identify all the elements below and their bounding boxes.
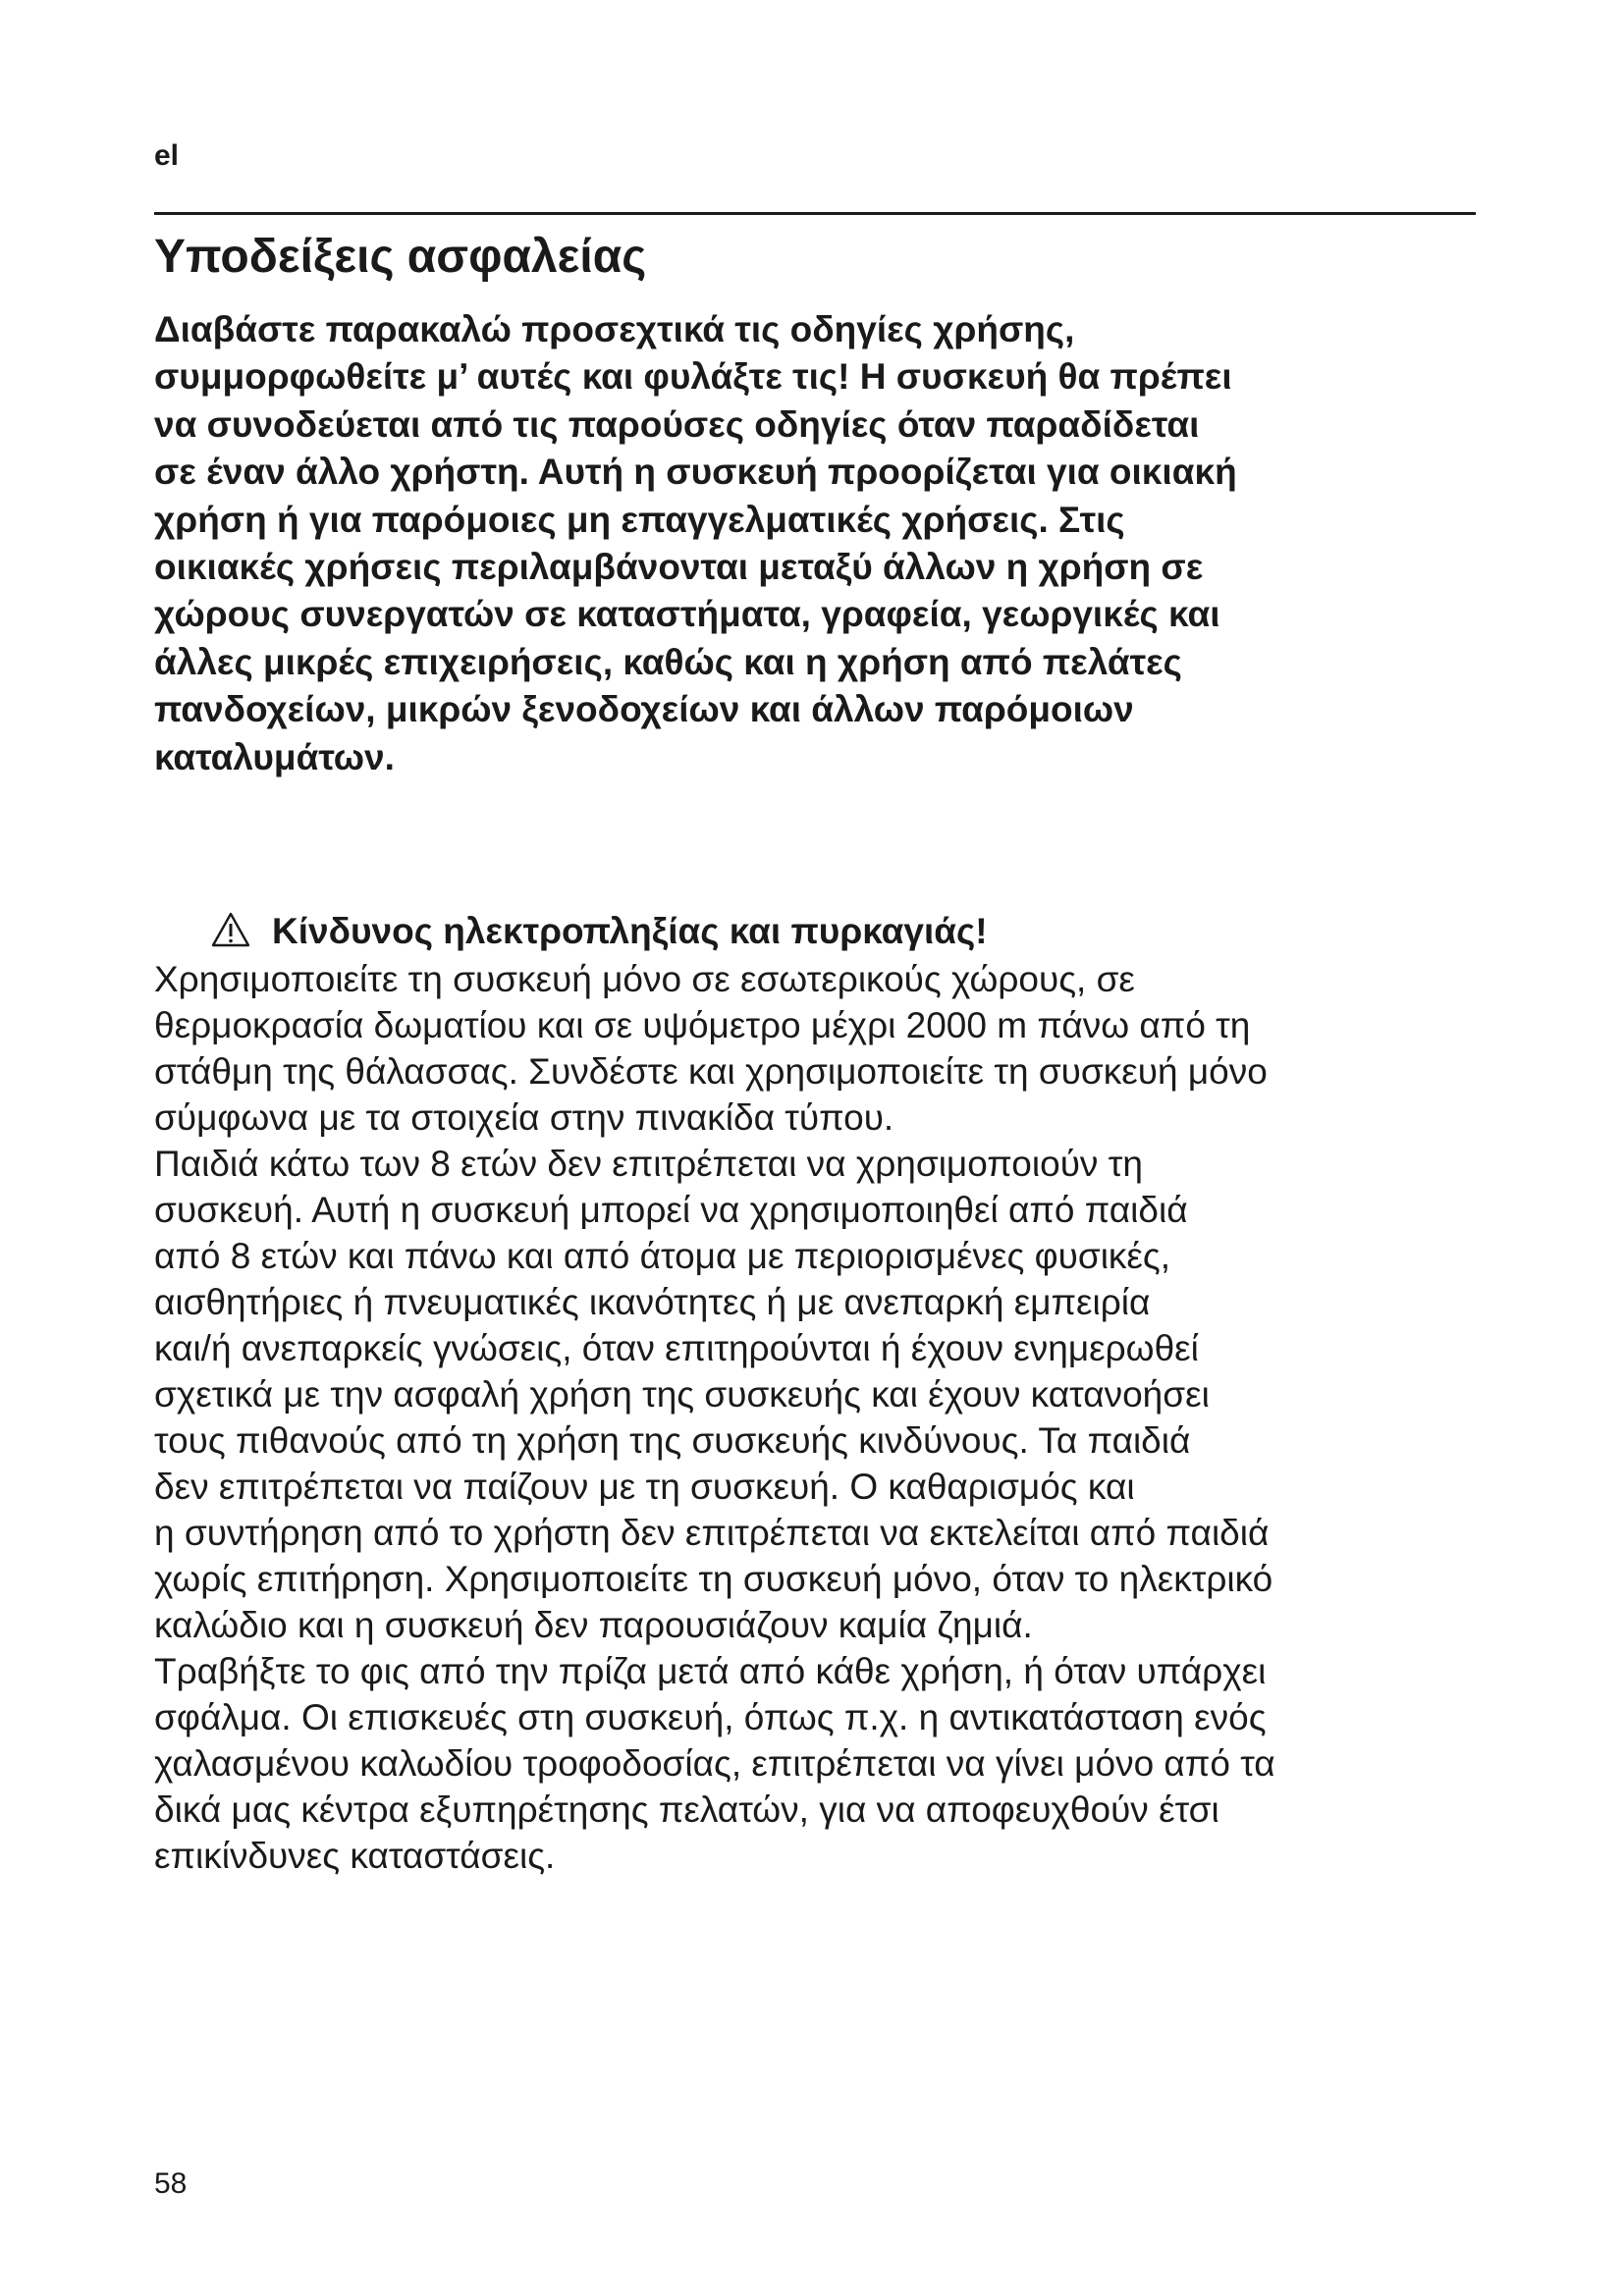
body-line: χαλασμένου καλωδίου τροφοδοσίας, επιτρέπεται να γίνει μόνο από τα — [154, 1743, 1275, 1784]
header-divider — [154, 212, 1476, 215]
body-line: Τραβήξτε το φις από την πρίζα μετά από κάθε χρήση, ή όταν υπάρχει — [154, 1651, 1267, 1691]
body-line: Παιδιά κάτω των 8 ετών δεν επιτρέπεται να χρησιμοποιούν τη — [154, 1144, 1143, 1184]
intro-paragraph — [154, 306, 1529, 781]
body-line: στάθμη της θάλασσας. Συνδέστε και χρησιμοποιείτε τη συσκευή μόνο — [154, 1051, 1268, 1092]
body-line: από 8 ετών και πάνω και από άτομα με περιορισμένες φυσικές, — [154, 1236, 1171, 1276]
intro-line: συμμορφωθείτε μ’ αυτές και φυλάξτε τις! Η συσκευή θα πρέπει — [154, 356, 1232, 398]
body-line: δεν επιτρέπεται να παίζουν με τη συσκευή. Ο καθαρισμός και — [154, 1467, 1135, 1507]
page-number: 58 — [154, 2167, 188, 2200]
warning-heading — [211, 908, 988, 955]
language-code: el — [154, 139, 180, 172]
page-title: Υποδείξεις ασφαλείας — [154, 231, 647, 283]
body-line: θερμοκρασία δωματίου και σε υψόμετρο μέχρι 2000 m πάνω από τη — [154, 1005, 1251, 1045]
body-line: καλώδιο και η συσκευή δεν παρουσιάζουν καμία ζημιά. — [154, 1605, 1033, 1645]
intro-line: χρήση ή για παρόμοιες μη επαγγελματικές χρήσεις. Στις — [154, 499, 1125, 540]
intro-line: σε έναν άλλο χρήστη. Αυτή η συσκευή προορίζεται για οικιακή — [154, 452, 1237, 493]
safety-body-text — [154, 956, 1568, 1879]
body-line: χωρίς επιτήρηση. Χρησιμοποιείτε τη συσκευή μόνο, όταν το ηλεκτρικό — [154, 1559, 1273, 1599]
body-line: τους πιθανούς από τη χρήση της συσκευής κινδύνους. Τα παιδιά — [154, 1420, 1191, 1461]
body-line: σχετικά με την ασφαλή χρήση της συσκευής και έχουν κατανοήσει — [154, 1374, 1210, 1415]
intro-line: οικιακές χρήσεις περιλαμβάνονται μεταξύ άλλων η χρήση σε — [154, 547, 1204, 588]
intro-line: καταλυμάτων. — [154, 736, 395, 777]
body-line: αισθητήριες ή πνευματικές ικανότητες ή με ανεπαρκή εμπειρία — [154, 1282, 1151, 1322]
intro-line: να συνοδεύεται από τις παρούσες οδηγίες όταν παραδίδεται — [154, 403, 1200, 445]
body-line: σφάλμα. Οι επισκευές στη συσκευή, όπως π.χ. η αντικατάσταση ενός — [154, 1697, 1267, 1737]
body-line: και/ή ανεπαρκείς γνώσεις, όταν επιτηρούνται ή έχουν ενημερωθεί — [154, 1328, 1199, 1368]
warning-heading-text: Κίνδυνος ηλεκτροπληξίας και πυρκαγιάς! — [272, 911, 988, 951]
intro-line: χώρους συνεργατών σε καταστήματα, γραφεία, γεωργικές και — [154, 594, 1220, 635]
body-line: η συντήρηση από το χρήστη δεν επιτρέπεται να εκτελείται από παιδιά — [154, 1513, 1270, 1553]
body-line: δικά μας κέντρα εξυπηρέτησης πελατών, για να αποφευχθούν έτσι — [154, 1789, 1219, 1830]
body-line: συσκευή. Αυτή η συσκευή μπορεί να χρησιμοποιηθεί από παιδιά — [154, 1190, 1188, 1230]
intro-line: πανδοχείων, μικρών ξενοδοχείων και άλλων παρόμοιων — [154, 689, 1134, 730]
warning-triangle-icon — [211, 912, 250, 947]
body-line: επικίνδυνες καταστάσεις. — [154, 1836, 556, 1876]
intro-line: Διαβάστε παρακαλώ προσεχτικά τις οδηγίες χρήσης, — [154, 309, 1075, 349]
intro-line: άλλες μικρές επιχειρήσεις, καθώς και η χρήση από πελάτες — [154, 641, 1182, 682]
body-line: σύμφωνα με τα στοιχεία στην πινακίδα τύπου. — [154, 1097, 894, 1138]
body-line: Χρησιμοποιείτε τη συσκευή μόνο σε εσωτερικούς χώρους, σε — [154, 959, 1135, 999]
